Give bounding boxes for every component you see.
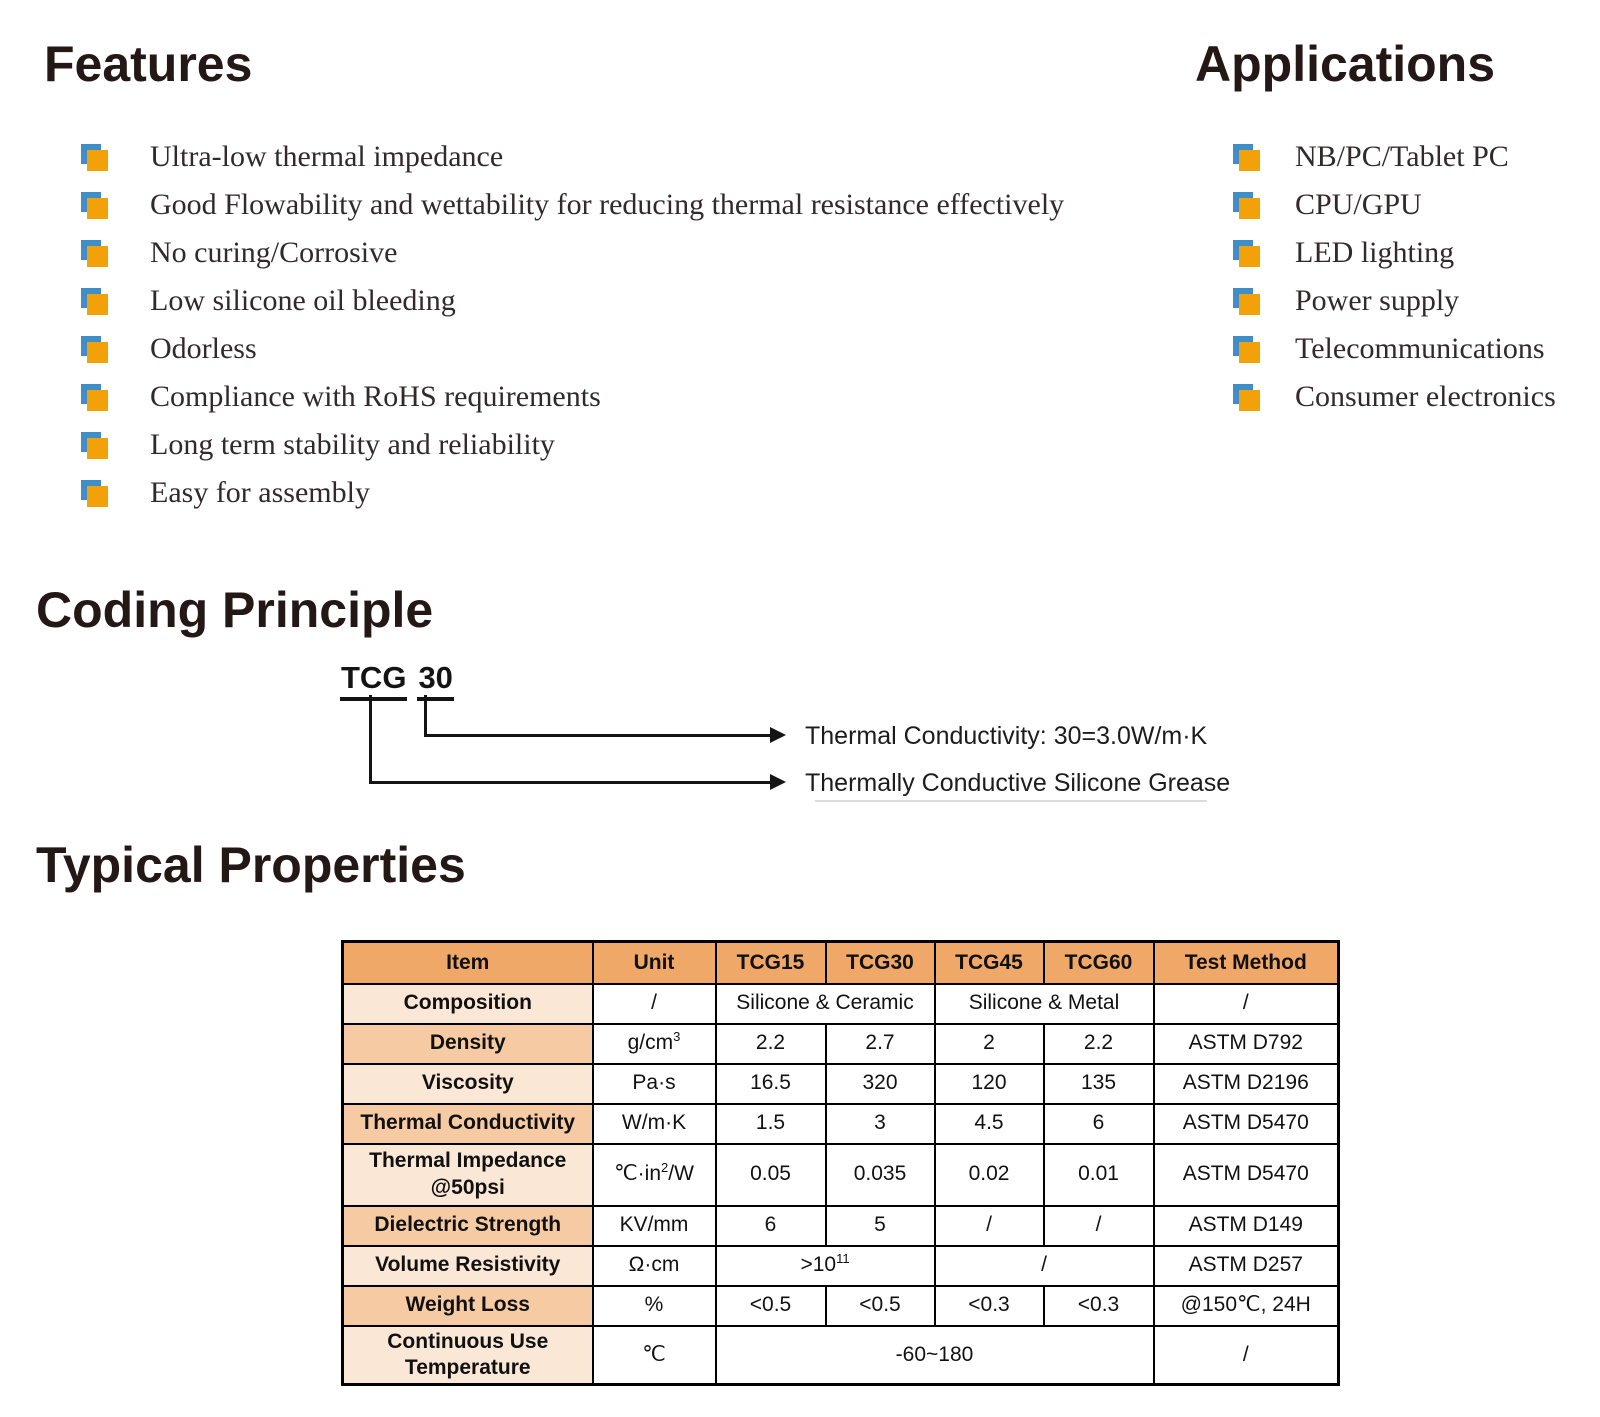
column-header-tcg30: TCG30 (826, 942, 935, 984)
method-cell: ASTM D149 (1154, 1206, 1339, 1246)
column-header-unit: Unit (593, 942, 716, 984)
bullet-icon (81, 144, 108, 171)
column-header-item: Item (343, 942, 593, 984)
list-item (1233, 373, 1556, 421)
value-cell: 4.5 (935, 1104, 1044, 1144)
thermal-conductivity-label: Thermal Conductivity: 30=3.0W/m·K (805, 722, 1208, 750)
value-cell: 0.05 (716, 1144, 826, 1206)
value-cell: 0.035 (826, 1144, 935, 1206)
value-cell: 16.5 (716, 1064, 826, 1104)
unit-cell (593, 1144, 716, 1206)
value-cell: 120 (935, 1064, 1044, 1104)
typical-properties-heading: Typical Properties (36, 837, 466, 893)
table-row (343, 1024, 1339, 1064)
feature-text: Low silicone oil bleeding (150, 284, 456, 317)
table-row (343, 1246, 1339, 1286)
value-cell: Silicone & Ceramic (716, 984, 935, 1024)
arrow-right-icon (770, 774, 786, 790)
method-cell: / (1154, 1326, 1339, 1385)
arrow-right-icon (770, 727, 786, 743)
list-item (1233, 325, 1556, 373)
unit-cell: Ω·cm (593, 1246, 716, 1286)
row-label: Volume Resistivity (343, 1246, 593, 1286)
table-header-row (343, 942, 1339, 984)
value-cell: / (935, 1246, 1154, 1286)
method-cell: ASTM D257 (1154, 1246, 1339, 1286)
column-header-test-method: Test Method (1154, 942, 1339, 984)
value-cell: 0.02 (935, 1144, 1044, 1206)
application-text: Power supply (1295, 284, 1460, 317)
value-cell: <0.5 (826, 1286, 935, 1326)
bullet-icon (81, 288, 108, 315)
row-label: Density (343, 1024, 593, 1064)
value-cell (716, 1246, 935, 1286)
value-cell: <0.5 (716, 1286, 826, 1326)
unit-cell: ℃ (593, 1326, 716, 1385)
value-cell: 2.2 (1044, 1024, 1154, 1064)
value-cell: 2 (935, 1024, 1044, 1064)
unit-cell: Pa·s (593, 1064, 716, 1104)
list-item (1233, 229, 1556, 277)
feature-text: Compliance with RoHS requirements (150, 380, 601, 413)
feature-text: Good Flowability and wettability for reducing thermal resistance effectively (150, 188, 1065, 221)
table-row (343, 1144, 1339, 1206)
value-cell: <0.3 (935, 1286, 1044, 1326)
method-cell: ASTM D5470 (1154, 1144, 1339, 1206)
bullet-icon (81, 480, 108, 507)
column-header-tcg45: TCG45 (935, 942, 1044, 984)
feature-text: No curing/Corrosive (150, 236, 398, 269)
value-superscript: 11 (836, 1251, 850, 1267)
value-cell: Silicone & Metal (935, 984, 1154, 1024)
application-text: Telecommunications (1295, 332, 1545, 365)
unit-base: g/cm (627, 1031, 674, 1055)
method-cell: / (1154, 984, 1339, 1024)
application-text: LED lighting (1295, 236, 1455, 269)
code-prefix: TCG (340, 662, 407, 701)
list-item (81, 133, 1064, 181)
diagram-line-vertical-30 (424, 695, 427, 737)
list-item (81, 373, 1064, 421)
bullet-icon (1233, 192, 1260, 219)
list-item (81, 229, 1064, 277)
code-number: 30 (417, 662, 453, 701)
row-label: Thermal Conductivity (343, 1104, 593, 1144)
table-row (343, 1064, 1339, 1104)
unit-cell: % (593, 1286, 716, 1326)
column-header-tcg60: TCG60 (1044, 942, 1154, 984)
unit-cell: KV/mm (593, 1206, 716, 1246)
method-cell: ASTM D5470 (1154, 1104, 1339, 1144)
table-row (343, 1286, 1339, 1326)
applications-list (1233, 133, 1556, 421)
coding-principle-heading: Coding Principle (36, 582, 434, 638)
column-header-tcg15: TCG15 (716, 942, 826, 984)
feature-text: Easy for assembly (150, 476, 370, 509)
value-cell: 2.7 (826, 1024, 935, 1064)
list-item (81, 277, 1064, 325)
features-heading: Features (44, 36, 253, 92)
value-cell: 5 (826, 1206, 935, 1246)
table-row (343, 1104, 1339, 1144)
bullet-icon (81, 432, 108, 459)
feature-text: Odorless (150, 332, 257, 365)
row-label: Dielectric Strength (343, 1206, 593, 1246)
value-cell: / (935, 1206, 1044, 1246)
bullet-icon (1233, 288, 1260, 315)
method-cell: @150℃, 24H (1154, 1286, 1339, 1326)
row-label: Composition (343, 984, 593, 1024)
silicone-grease-label: Thermally Conductive Silicone Grease (805, 769, 1231, 797)
application-text: CPU/GPU (1295, 188, 1422, 221)
list-item (81, 181, 1064, 229)
applications-heading: Applications (1195, 36, 1496, 92)
unit-base: ℃·in (614, 1162, 662, 1186)
row-label: Continuous Use Temperature (343, 1326, 593, 1385)
table-row (343, 984, 1339, 1024)
bullet-icon (81, 192, 108, 219)
divider-line (815, 800, 1207, 802)
bullet-icon (1233, 384, 1260, 411)
list-item (1233, 181, 1556, 229)
value-cell: <0.3 (1044, 1286, 1154, 1326)
bullet-icon (81, 384, 108, 411)
value-cell: 6 (716, 1206, 826, 1246)
value-cell: 135 (1044, 1064, 1154, 1104)
row-label: Thermal Impedance @50psi (343, 1144, 593, 1206)
unit-suffix: /W (668, 1162, 694, 1186)
list-item (81, 469, 1064, 517)
diagram-line-horizontal-bottom (369, 781, 772, 784)
application-text: NB/PC/Tablet PC (1295, 140, 1509, 173)
value-cell: 2.2 (716, 1024, 826, 1064)
application-text: Consumer electronics (1295, 380, 1556, 413)
unit-superscript: 2 (661, 1160, 669, 1176)
value-base: >10 (800, 1253, 837, 1277)
value-cell: 3 (826, 1104, 935, 1144)
unit-superscript: 3 (673, 1029, 681, 1045)
product-code (340, 662, 454, 701)
bullet-icon (81, 240, 108, 267)
unit-cell (593, 1024, 716, 1064)
value-cell: 6 (1044, 1104, 1154, 1144)
unit-cell: / (593, 984, 716, 1024)
method-cell: ASTM D792 (1154, 1024, 1339, 1064)
value-cell: -60~180 (716, 1326, 1154, 1385)
value-cell: 0.01 (1044, 1144, 1154, 1206)
bullet-icon (1233, 144, 1260, 171)
table-row (343, 1206, 1339, 1246)
unit-cell: W/m·K (593, 1104, 716, 1144)
method-cell: ASTM D2196 (1154, 1064, 1339, 1104)
diagram-line-vertical-tcg (369, 695, 372, 784)
typical-properties-table (341, 940, 1340, 1386)
value-cell: / (1044, 1206, 1154, 1246)
bullet-icon (81, 336, 108, 363)
bullet-icon (1233, 336, 1260, 363)
list-item (81, 421, 1064, 469)
value-cell: 1.5 (716, 1104, 826, 1144)
row-label: Viscosity (343, 1064, 593, 1104)
feature-text: Ultra-low thermal impedance (150, 140, 504, 173)
value-cell: 320 (826, 1064, 935, 1104)
table-row (343, 1326, 1339, 1385)
diagram-line-horizontal-top (424, 734, 772, 737)
list-item (81, 325, 1064, 373)
row-label: Weight Loss (343, 1286, 593, 1326)
list-item (1233, 133, 1556, 181)
bullet-icon (1233, 240, 1260, 267)
list-item (1233, 277, 1556, 325)
feature-text: Long term stability and reliability (150, 428, 555, 461)
features-list (81, 133, 1064, 517)
